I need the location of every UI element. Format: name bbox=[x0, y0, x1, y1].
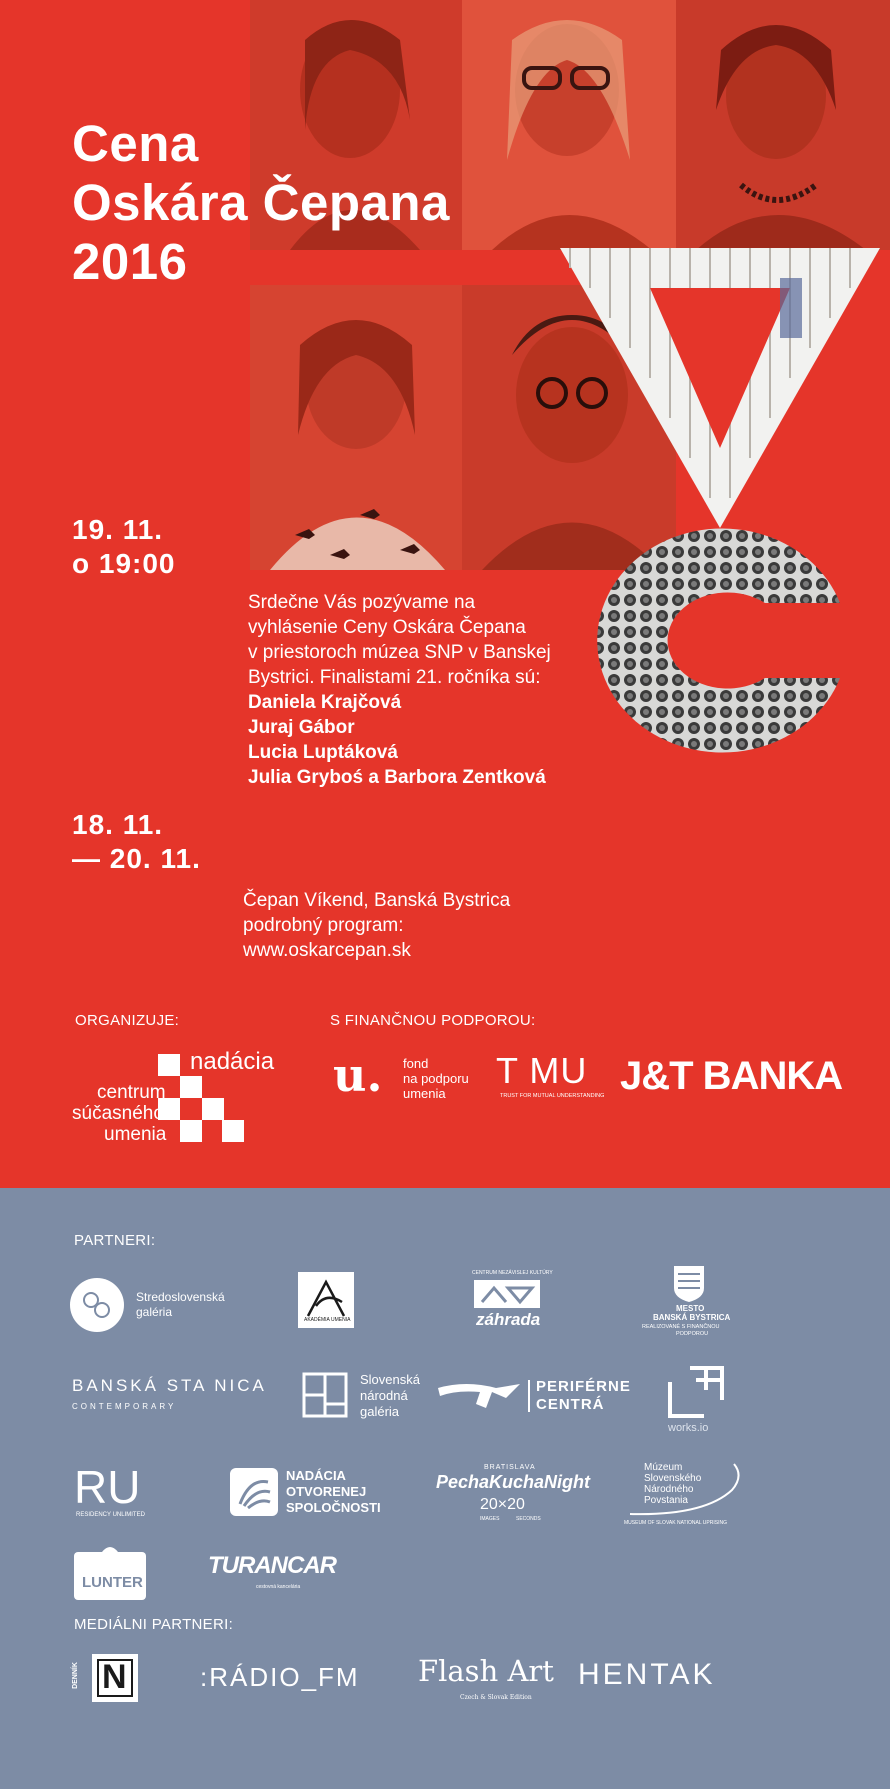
fond-logo-line: fond bbox=[403, 1056, 429, 1071]
fond-logo-line: umenia bbox=[403, 1086, 446, 1101]
zahrada-logo bbox=[472, 1270, 552, 1334]
radio-fm-logo: :RÁDIO_FM bbox=[200, 1662, 360, 1692]
v-shape-graphic bbox=[560, 248, 880, 528]
flash-art-sub: Czech & Slovak Edition bbox=[460, 1694, 532, 1701]
sng-logo-line: národná bbox=[360, 1388, 408, 1403]
pecha-sub: IMAGES bbox=[480, 1516, 500, 1522]
weekend-date bbox=[72, 808, 201, 876]
invitation-text bbox=[248, 590, 551, 790]
finalist-photo-3 bbox=[676, 0, 890, 250]
flash-art-logo bbox=[418, 1654, 554, 1706]
nos-logo-line: OTVORENEJ bbox=[286, 1484, 367, 1499]
website-link[interactable]: www.oskarcepan.sk bbox=[243, 940, 411, 961]
periferne-line: PERIFÉRNE bbox=[536, 1378, 631, 1395]
pecha-top: BRATISLAVA bbox=[484, 1464, 536, 1471]
invitation-line: Bystrici. Finalistami 21. ročníka sú: bbox=[248, 667, 541, 688]
title-line-3: 2016 bbox=[72, 233, 188, 290]
hentak-logo: HENTAK bbox=[578, 1658, 716, 1691]
muzeum-line: Povstania bbox=[644, 1495, 688, 1506]
finalist-name: Julia Gryboś a Barbora Zentková bbox=[248, 767, 546, 788]
weekend-line: podrobný program: bbox=[243, 915, 404, 936]
muzeum-line: Múzeum bbox=[644, 1462, 683, 1473]
flash-art-name: Flash Art bbox=[418, 1654, 554, 1688]
banska-stanica-sub: CONTEMPORARY bbox=[72, 1402, 177, 1411]
sng-logo-line: Slovenská bbox=[360, 1372, 420, 1387]
periferne-line: CENTRÁ bbox=[536, 1396, 605, 1413]
weekend-info bbox=[243, 888, 510, 963]
ssg-logo-line: Stredoslovenská bbox=[136, 1290, 225, 1304]
nadacia-logo-word-3: súčasného bbox=[72, 1103, 164, 1124]
ru-logo bbox=[74, 1461, 164, 1524]
lunter-logo bbox=[74, 1546, 146, 1602]
lunter-logo-text: LUNTER bbox=[82, 1574, 143, 1591]
partners-section bbox=[0, 1188, 890, 1789]
invitation-line: vyhlásenie Ceny Oskára Čepana bbox=[248, 617, 526, 638]
pecha-name: PechaKuchaNight bbox=[436, 1472, 591, 1492]
periferne-divider bbox=[528, 1380, 530, 1412]
nadacia-logo-word-1: nadácia bbox=[190, 1048, 275, 1075]
media-partners-label: MEDIÁLNI PARTNERI: bbox=[74, 1616, 234, 1633]
dennik-side: DENNÍK bbox=[71, 1662, 79, 1689]
turancar-logo-sub: cestovná kancelária bbox=[256, 1584, 301, 1590]
mesto-logo-sub: PODPOROU bbox=[676, 1331, 709, 1337]
finalist-photo-4 bbox=[250, 285, 462, 570]
muzeum-sub: MUSEUM OF SLOVAK NATIONAL UPRISING bbox=[624, 1520, 727, 1526]
muzeum-line: Národného bbox=[644, 1484, 694, 1495]
banska-stanica-logo bbox=[72, 1376, 282, 1426]
akademia-logo bbox=[298, 1272, 354, 1328]
jt-banka-logo: J&T BANKA bbox=[620, 1054, 843, 1098]
banska-stanica-name: BANSKÁ STA NICA bbox=[72, 1376, 267, 1395]
event-date-time: o 19:00 bbox=[72, 548, 176, 579]
finalist-name: Juraj Gábor bbox=[248, 717, 355, 738]
weekend-date-from: 18. 11. bbox=[72, 809, 164, 840]
fond-logo-mark: u. bbox=[333, 1048, 383, 1102]
mesto-bb-logo bbox=[640, 1266, 740, 1338]
works-io-logo bbox=[666, 1366, 736, 1438]
weekend-line: Čepan Víkend, Banská Bystrica bbox=[243, 890, 511, 911]
mesto-logo-line: MESTO bbox=[676, 1304, 705, 1313]
zahrada-logo-name: záhrada bbox=[476, 1310, 541, 1329]
ru-logo-mark: RU bbox=[74, 1461, 141, 1513]
finalist-photo-2 bbox=[462, 0, 676, 250]
mesto-logo-sub: REALIZOVANÉ S FINANČNOU bbox=[642, 1324, 720, 1330]
nadacia-logo-word-4: umenia bbox=[104, 1124, 167, 1145]
event-date bbox=[72, 513, 176, 581]
tmu-logo bbox=[496, 1050, 606, 1105]
nadacia-logo bbox=[72, 1040, 292, 1150]
title-line-2: Oskára Čepana bbox=[72, 174, 450, 231]
nadacia-logo-word-2: centrum bbox=[97, 1082, 166, 1103]
sng-logo bbox=[302, 1372, 442, 1422]
periferne-centra-logo bbox=[436, 1378, 646, 1428]
sng-logo-line: galéria bbox=[360, 1404, 400, 1419]
invitation-line: v priestoroch múzea SNP v Banskej bbox=[248, 642, 551, 663]
poster-title bbox=[72, 114, 450, 291]
pecha-sub: SECONDS bbox=[516, 1516, 541, 1522]
tmu-logo-mark: T MU bbox=[496, 1050, 588, 1091]
turancar-logo bbox=[208, 1552, 338, 1602]
muzeum-line: Slovenského bbox=[644, 1473, 702, 1484]
fond-logo-line: na podporu bbox=[403, 1071, 469, 1086]
ssg-logo bbox=[70, 1278, 270, 1334]
tmu-logo-sub: TRUST FOR MUTUAL UNDERSTANDING bbox=[500, 1093, 605, 1099]
fond-logo bbox=[333, 1050, 473, 1110]
pecha-formula: 20×20 bbox=[480, 1496, 525, 1513]
organizer-label: ORGANIZUJE: bbox=[75, 1012, 180, 1029]
works-io-text: works.io bbox=[668, 1422, 709, 1434]
akademia-logo-text: AKADÉMIA UMENIA bbox=[304, 1317, 351, 1323]
partners-label: PARTNERI: bbox=[74, 1232, 156, 1249]
finalist-name: Daniela Krajčová bbox=[248, 692, 402, 713]
invitation-line: Srdečne Vás pozývame na bbox=[248, 592, 476, 613]
turancar-logo-name: TURANCAR bbox=[208, 1552, 336, 1579]
pechakucha-logo bbox=[436, 1464, 606, 1528]
zahrada-logo-top: CENTRUM NEZÁVISLEJ KULTÚRY bbox=[472, 1270, 553, 1276]
c-shape-graphic bbox=[590, 528, 850, 753]
muzeum-snp-logo bbox=[624, 1460, 754, 1532]
nos-logo bbox=[230, 1466, 400, 1522]
mesto-logo-line: BANSKÁ BYSTRICA bbox=[653, 1313, 731, 1322]
dennik-n-logo bbox=[71, 1654, 146, 1708]
ssg-logo-line: galéria bbox=[136, 1305, 173, 1319]
event-date-day: 19. 11. bbox=[72, 514, 164, 545]
finalist-name: Lucia Luptáková bbox=[248, 742, 398, 763]
support-label: S FINANČNOU PODPOROU: bbox=[330, 1012, 536, 1029]
dennik-mark: N bbox=[102, 1658, 127, 1696]
weekend-date-to: — 20. 11. bbox=[72, 843, 201, 874]
title-line-1: Cena bbox=[72, 115, 199, 172]
nos-logo-line: NADÁCIA bbox=[286, 1468, 346, 1483]
ru-logo-sub: RESIDENCY UNLIMITED bbox=[76, 1512, 145, 1518]
nos-logo-line: SPOLOČNOSTI bbox=[286, 1500, 381, 1515]
